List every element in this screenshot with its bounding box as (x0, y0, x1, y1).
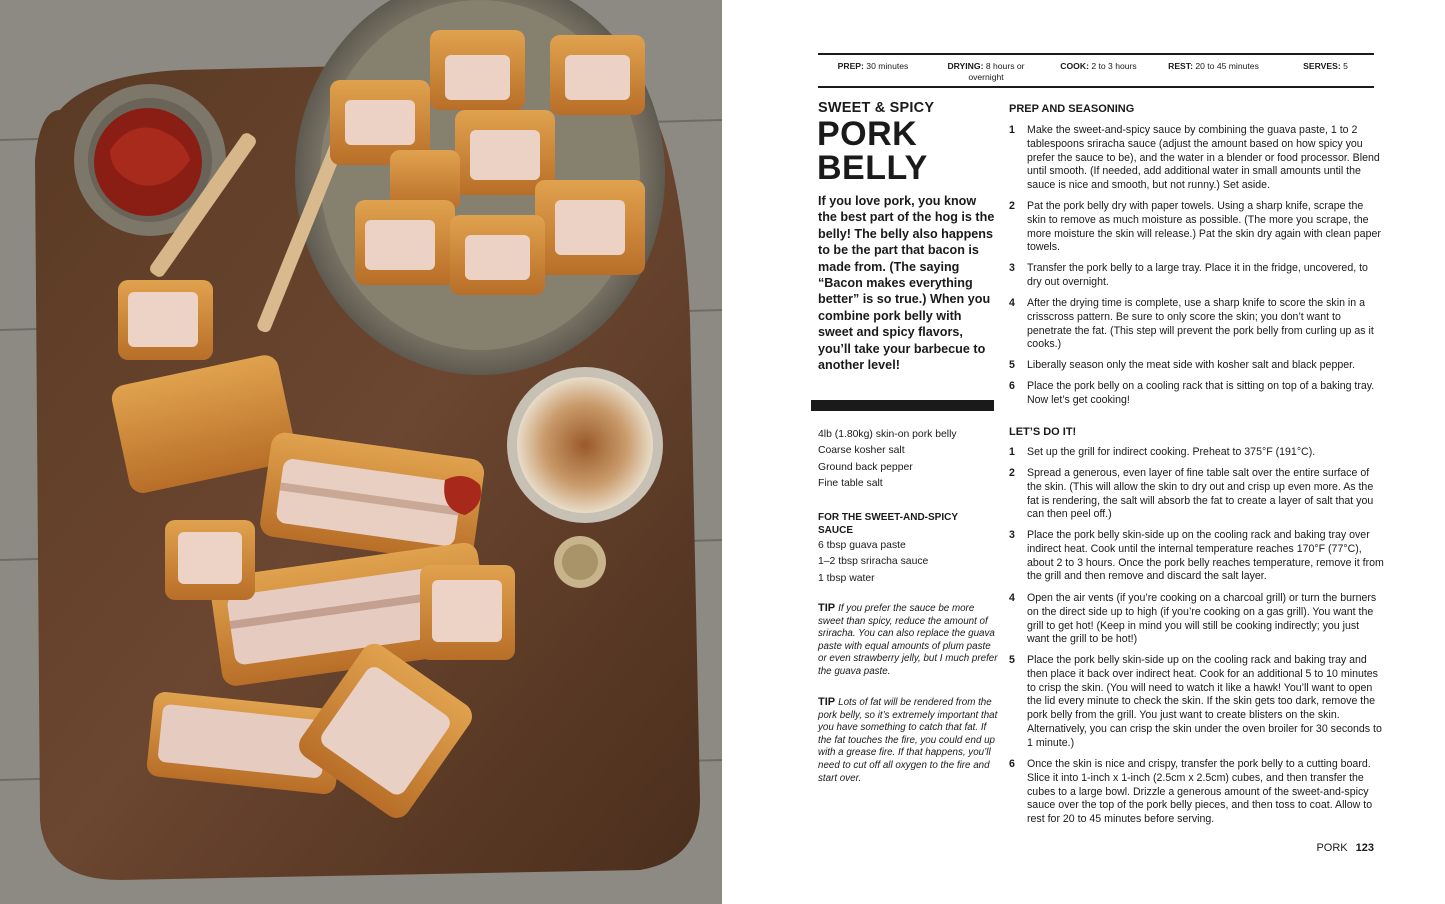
prep-step-4: 4 After the drying time is complete, use a sharp knife to score the skin in a crisscross pattern. Be sure to only score the skin; you don’t want to penetrate the fat. (This step will prevent the pork belly from curling up as it cooks.) (1009, 297, 1374, 351)
tip-label: TIP (818, 602, 836, 614)
recipe-intro: If you love pork, you know the best part of the hog is the belly! The belly also happens to be the part that bacon is made from. (The saying “Bacon makes everything better” is so true.) When you combine pork belly with sweet and spicy flavors, you’ll take your barbecue to another level! (818, 194, 995, 373)
ingredient-item: 4lb (1.80kg) skin-on pork belly (818, 429, 957, 440)
recipe-page (722, 0, 1445, 904)
cook-step-4: 4 Open the air vents (if you’re cooking on a charcoal grill) or turn the burners on the direct side up to high (if you’re cooking on a gas grill). You want the grill to get hot! (Keep in mind you will still be cooking indirectly; you just want the grill to be hot!) (1009, 592, 1377, 646)
title-line-2: BELLY (817, 149, 928, 187)
recipe-title (817, 117, 997, 185)
prep-heading: PREP AND SEASONING (1009, 103, 1135, 115)
section-divider-bar (811, 400, 994, 411)
tip-2 (818, 696, 998, 785)
sauce-item: 1 tbsp water (818, 572, 875, 584)
ingredient-item: Ground back pepper (818, 461, 913, 473)
cook-step-5: 5 Place the pork belly skin-side up on the cooling rack and baking tray and then place it back over indirect heat. Cook for an additional 5 to 10 minutes to crisp the skin. (You will need to watch it like a hawk! You’ll want to open the lid every minute to check the skin. If the skin gets too dark, remove the pork belly from the grill. You just want to create blisters on the skin. Alternatively, you can crisp the skin under the oven broiler for 30 seconds to 1 minute.) (1009, 654, 1382, 749)
prep-step-6: 6 Place the pork belly on a cooling rack that is sitting on top of a baking tray. Now let’s get cooking! (1009, 380, 1375, 406)
stat-prep: PREP: 30 minutes (837, 61, 909, 71)
food-photo (0, 0, 722, 904)
stat-rest: REST: 20 to 45 minutes (1168, 61, 1259, 71)
ingredient-item: Coarse kosher salt (818, 445, 905, 457)
page-number: 123 (1355, 842, 1374, 854)
page-footer (1316, 842, 1374, 854)
cook-step-2: 2 Spread a generous, even layer of fine table salt over the entire surface of the skin. (This will allow the skin to dry out and crisp up even more. As the fat is rendering, the salt will absorb the fat to create a layer of salt that you can then peel off.) (1009, 467, 1374, 521)
prep-step-3: 3 Transfer the pork belly to a large tray. Place it in the fridge, uncovered, to dry out overnight. (1009, 262, 1368, 288)
sauce-item: 6 tbsp guava paste (818, 540, 906, 551)
tip-label: TIP (818, 696, 836, 708)
tip-text: Lots of fat will be rendered from the pork belly, so it’s extremely important that you have something to catch that fat. If the fat touches the fire, you could end up with a grease fire. If that happens, you’ll need to cut off all oxygen to the fire and start over. (818, 697, 998, 784)
sauce-ingredients-list (818, 538, 998, 587)
prep-step-5: 5 Liberally season only the meat side with kosher salt and black pepper. (1009, 359, 1356, 371)
cook-step-1: 1 Set up the grill for indirect cooking. Preheat to 375°F (191°C). (1009, 446, 1316, 458)
cook-step-3: 3 Place the pork belly skin-side up on the cooling rack and baking tray over indirect heat. Cook until the internal temperature reaches 170°F (77°C), about 2 to 3 hours. Once the pork belly reaches temperature, remove it from the grill and then remove and discard the salt layer. (1009, 529, 1384, 583)
ingredient-item: Fine table salt (818, 477, 883, 489)
stat-cook: COOK: 2 to 3 hours (1060, 61, 1137, 71)
footer-section: PORK (1316, 842, 1348, 854)
cook-step-6: 6 Once the skin is nice and crispy, transfer the pork belly to a cutting board. Slice it into 1-inch x 1-inch (2.5cm x 2.5cm) cubes, and then transfer the cubes to a large bowl. Drizzle a generous amount of the sweet-and-spicy sauce over the top of the pork belly pieces, and then toss to coat. Allow to rest for 20 to 45 minutes before serving. (1009, 758, 1373, 826)
tip-text: If you prefer the sauce be more sweet than spicy, reduce the amount of sriracha. You can also replace the guava paste with equal amounts of plum paste or even strawberry jelly, but I much prefer the guava paste. (818, 603, 998, 677)
ingredients-list (818, 427, 998, 492)
cook-heading: LET’S DO IT! (1009, 426, 1077, 438)
recipe-stats-bar (818, 53, 1374, 88)
stat-serves: SERVES: 5 (1303, 61, 1348, 71)
sauce-item: 1–2 tbsp sriracha sauce (818, 556, 929, 568)
recipe-kicker: SWEET & SPICY (818, 100, 935, 116)
tip-1 (818, 602, 998, 679)
pork-belly-photo-illustration (0, 0, 722, 904)
sauce-heading: FOR THE SWEET-AND-SPICY SAUCE (818, 512, 958, 536)
stat-drying: DRYING: 8 hours or overnight (947, 61, 1025, 82)
prep-step-1: 1 Make the sweet-and-spicy sauce by combining the guava paste, 1 to 2 tablespoons sriracha sauce (adjust the amount based on how spicy you prefer the sauce to be), and the water in a blender or food processor. Blend until smooth. (If needed, add additional water in small amounts until the sauce is nice and smooth, but not runny.) Set aside. (1009, 124, 1380, 192)
prep-step-2: 2 Pat the pork belly dry with paper towels. Using a sharp knife, scrape the skin to remove as much moisture as possible. (The more you scrape, the more moisture the skin will release.) Pat the skin dry again with clean paper towels. (1009, 200, 1381, 254)
title-line-1: PORK (817, 115, 918, 153)
